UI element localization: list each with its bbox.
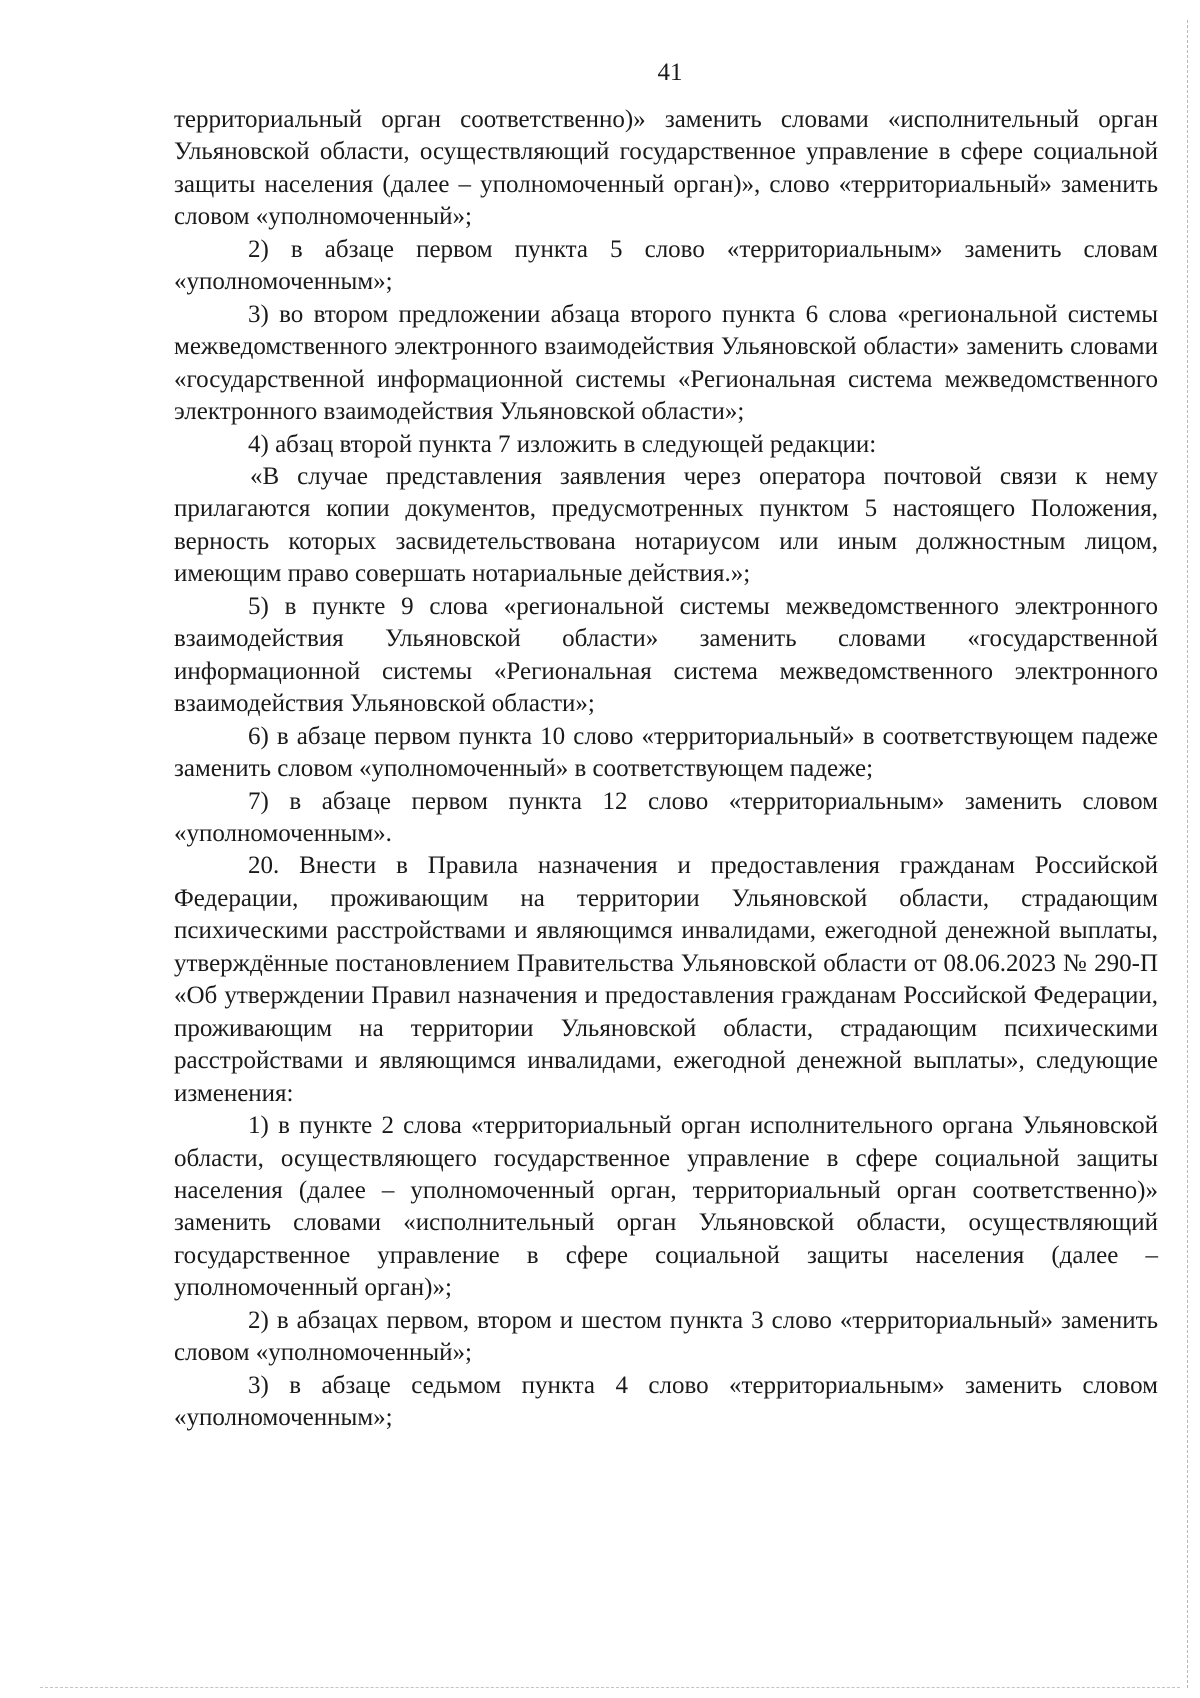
paragraph-section-20-item-2: 2) в абзацах первом, втором и шестом пункта 3 слово «территориальный» заменить словом «уполномоченный»;: [174, 1306, 1158, 1367]
scan-edge-bottom: [40, 1687, 1180, 1688]
page-number: 41: [657, 59, 683, 86]
paragraph-item-4: 4) абзац второй пункта 7 изложить в следующей редакции:: [248, 430, 877, 458]
paragraph-section-20-item-3: 3) в абзаце седьмом пункта 4 слово «территориальным» заменить словом «уполномоченным»;: [174, 1371, 1158, 1432]
paragraph-item-7: 7) в абзаце первом пункта 12 слово «территориальным» заменить словом «уполномоченным».: [174, 787, 1158, 847]
paragraph-item-3: 3) во втором предложении абзаца второго пункта 6 слова «региональной системы межведомственного электронного взаимодействия Ульяновской области» заменить словами «государственной информационной системы «Региональная система межведомственного электронного взаимодействия Ульяновской области»;: [174, 300, 1158, 426]
scan-edge-right: [1187, 20, 1188, 1688]
paragraph-quoted-text: «В случае представления заявления через оператора почтовой связи к нему прилагаются копии документов, предусмотренных пунктом 5 настоящего Положения, верность которых засвидетельствована нотариусом или иным должностным лицом, имеющим право совершать нотариальные действия.»;: [174, 462, 1158, 588]
paragraph-item-2: 2) в абзаце первом пункта 5 слово «территориальным» заменить словам «уполномоченным»;: [174, 235, 1158, 296]
paragraph-item-6: 6) в абзаце первом пункта 10 слово «территориальный» в соответствующем падеже заменить словом «уполномоченный» в соответствующем падеже;: [174, 722, 1158, 783]
paragraph-continuation: территориальный орган соответственно)» заменить словами «исполнительный орган Ульяновской области, осуществляющий государственное управление в сфере социальной защиты населения (далее – уполномоченный орган)», слово «территориальный» заменить словом «уполномоченный»;: [174, 106, 1158, 231]
paragraph-section-20-item-1: 1) в пункте 2 слова «территориальный орган исполнительного органа Ульяновской области, осуществляющего государственное управление в сфере социальной защиты населения (далее – уполномоченный орган, территориальный орган соответственно)» заменить словами «исполнительный орган Ульяновской области, осуществляющий государственное управление в сфере социальной защиты населения (далее – уполномоченный орган)»;: [174, 1112, 1158, 1302]
paragraph-item-5: 5) в пункте 9 слова «региональной системы межведомственного электронного взаимодействия Ульяновской области» заменить словами «государственной информационной системы «Региональная система межведомственного электронного взаимодействия Ульяновской области»;: [174, 592, 1158, 718]
paragraph-section-20: 20. Внести в Правила назначения и предоставления гражданам Российской Федерации, проживающим на территории Ульяновской области, страдающим психическими расстройствами и являющимся инвалидами, ежегодной денежной выплаты, утверждённые постановлением Правительства Ульяновской области от 08.06.2023 № 290-П «Об утверждении Правил назначения и предоставления гражданам Российской Федерации, проживающим на территории Ульяновской области, страдающим психическими расстройствами и являющимся инвалидами, ежегодной денежной выплаты», следующие изменения:: [174, 852, 1158, 1107]
document-body: [174, 104, 1158, 1435]
